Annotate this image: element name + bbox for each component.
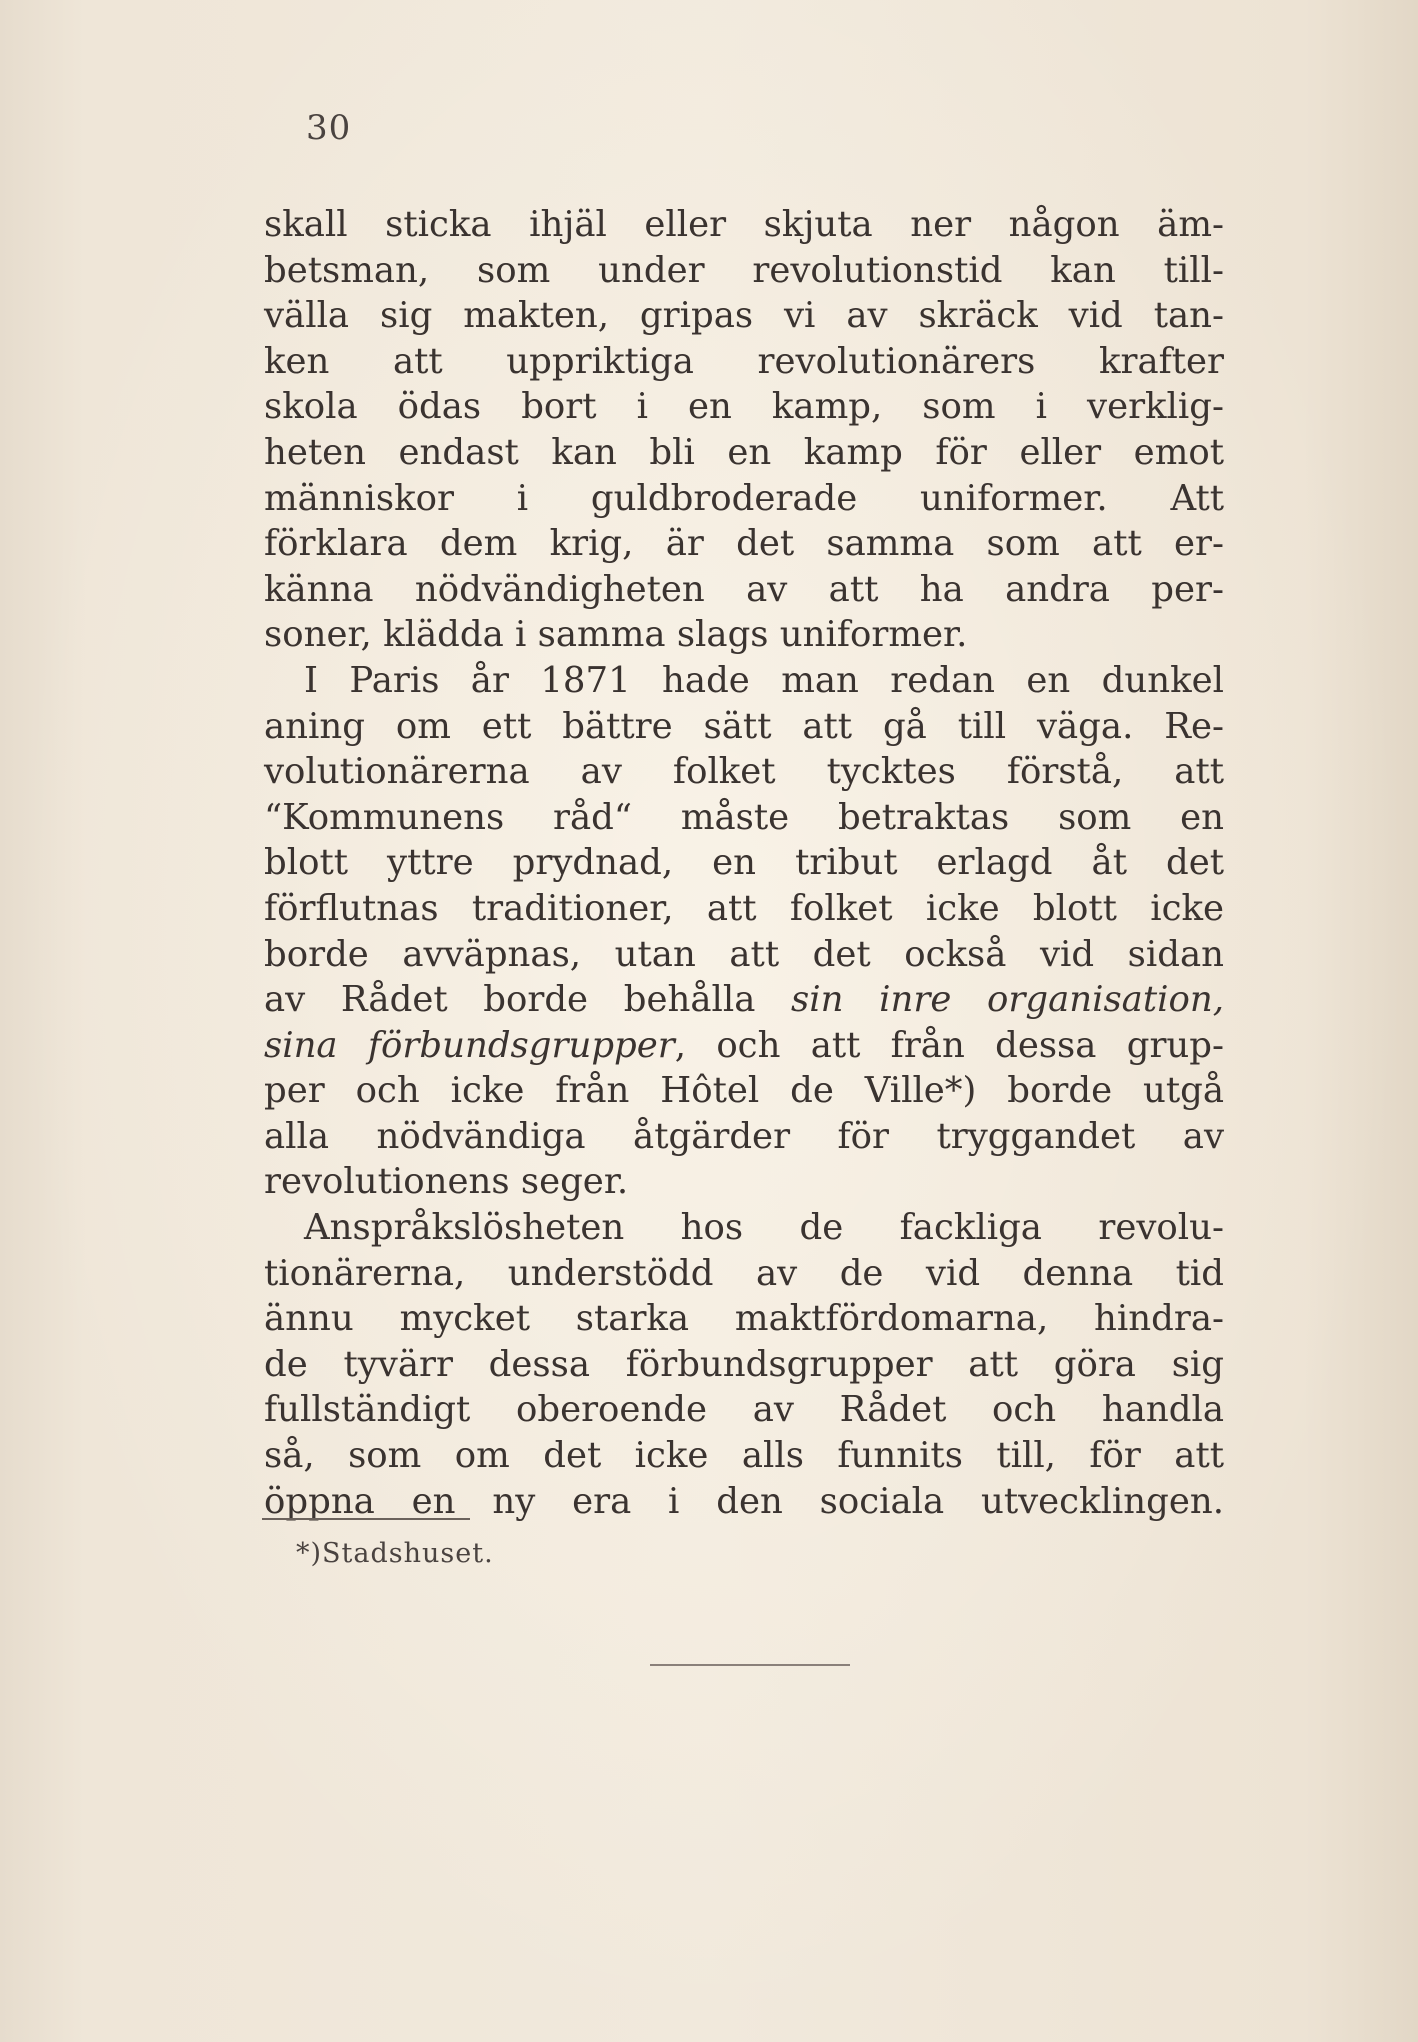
- text-line: “Kommunens råd“ måste betraktas som en: [264, 796, 1224, 838]
- text-line: så, som om det icke alls funnits till, för att: [264, 1435, 1224, 1477]
- text-line: borde avväpnas, utan att det också vid sidan: [264, 933, 1224, 975]
- text-line: aning om ett bättre sätt att gå till väga. Re-: [264, 705, 1224, 747]
- body-text: [264, 202, 1224, 1524]
- text-line: de tyvärr dessa förbundsgrupper att göra sig: [264, 1343, 1224, 1385]
- text-line: skola ödas bort i en kamp, som i verklig-: [264, 386, 1224, 428]
- italic-phrase: sin inre organisation,: [791, 979, 1224, 1021]
- text-line: I Paris år 1871 hade man redan en dunkel: [304, 659, 1224, 701]
- footnote-divider: [262, 1518, 470, 1520]
- text-line: ännu mycket starka maktfördomarna, hindra-: [264, 1298, 1224, 1340]
- text-line: ken att uppriktiga revolutionärers krafter: [264, 340, 1224, 382]
- text-line: människor i guldbroderade uniformer. Att: [264, 477, 1224, 519]
- text-line: soner, klädda i samma slags uniformer.: [264, 614, 968, 656]
- footnote: *)Stadshuset.: [296, 1538, 494, 1569]
- text-line: volutionärerna av folket tycktes förstå, att: [264, 751, 1224, 793]
- text-line: öppna en ny era i den sociala utvecklingen.: [264, 1480, 1224, 1522]
- text-line: känna nödvändigheten av att ha andra per-: [264, 568, 1224, 610]
- italic-phrase: sina förbundsgrupper: [264, 1024, 675, 1066]
- text-line: heten endast kan bli en kamp för eller emot: [264, 431, 1224, 473]
- text-line: förklara dem krig, är det samma som att er-: [264, 523, 1224, 565]
- text-line: Anspråkslösheten hos de fackliga revolu-: [304, 1207, 1224, 1249]
- text-line-part: av Rådet borde behålla: [264, 979, 792, 1021]
- text-line: [264, 977, 1224, 1023]
- bottom-divider: [650, 1664, 850, 1666]
- text-line: revolutionens seger.: [264, 1161, 629, 1203]
- text-line: [264, 1023, 1224, 1069]
- text-line: alla nödvändiga åtgärder för tryggandet av: [264, 1115, 1224, 1157]
- text-line: per och icke från Hôtel de Ville*) borde utgå: [264, 1070, 1224, 1112]
- page-number: 30: [306, 108, 352, 148]
- text-line: blott yttre prydnad, en tribut erlagd åt det: [264, 842, 1224, 884]
- text-line: välla sig makten, gripas vi av skräck vid tan-: [264, 295, 1224, 337]
- text-line: tionärerna, understödd av de vid denna tid: [264, 1252, 1224, 1294]
- text-line-part: , och att från dessa grup-: [674, 1024, 1224, 1066]
- text-line: betsman, som under revolutionstid kan till-: [264, 249, 1224, 291]
- text-line: förflutnas traditioner, att folket icke blott icke: [264, 887, 1224, 929]
- text-line: skall sticka ihjäl eller skjuta ner någon äm-: [264, 204, 1224, 245]
- text-line: fullständigt oberoende av Rådet och handla: [264, 1389, 1224, 1431]
